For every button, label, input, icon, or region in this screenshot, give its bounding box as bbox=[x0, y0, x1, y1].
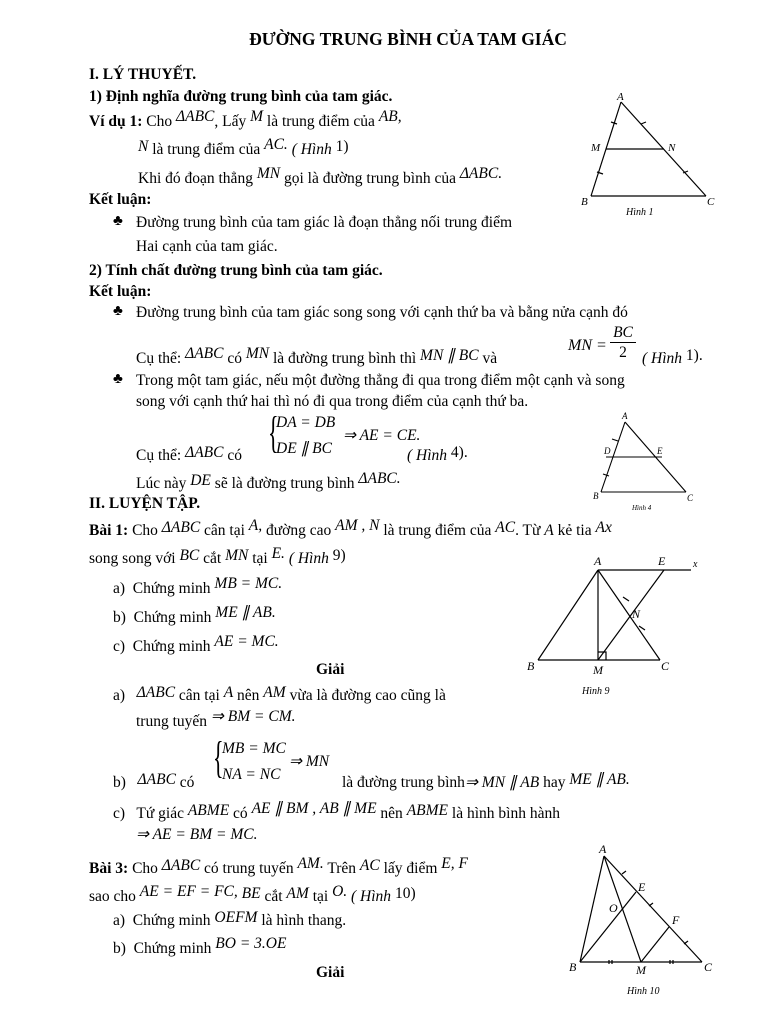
label: a) bbox=[113, 912, 126, 929]
math: MN bbox=[245, 345, 270, 362]
math: MN bbox=[256, 165, 281, 182]
system-result: ⇒ AE = CE. bbox=[343, 427, 421, 444]
label-N: N bbox=[668, 142, 676, 154]
figure-caption: Hình 4 bbox=[632, 504, 652, 512]
figure-1 bbox=[578, 88, 718, 223]
label-C: C bbox=[704, 960, 713, 974]
text: và bbox=[482, 350, 498, 367]
label-B: B bbox=[581, 196, 588, 208]
club-suit-icon: ♣ bbox=[113, 371, 123, 387]
text: Lúc này bbox=[136, 475, 187, 492]
example-1-line2 bbox=[138, 136, 349, 159]
solution-1c-line2: ⇒ AE = BM = MC. bbox=[136, 826, 258, 843]
text: 10) bbox=[394, 885, 416, 902]
math: AC. bbox=[264, 136, 288, 153]
text: Chứng minh bbox=[132, 638, 211, 655]
label-E: E bbox=[657, 446, 663, 456]
example-1-line1 bbox=[89, 108, 402, 131]
label-C: C bbox=[707, 196, 715, 208]
math: AE = EF = FC, bbox=[139, 883, 238, 900]
math: ABME bbox=[187, 802, 230, 819]
text: Khi đó đoạn thẳng bbox=[138, 170, 253, 187]
math: AM , N bbox=[335, 517, 380, 534]
label-N: N bbox=[632, 607, 641, 621]
math: ( Hình bbox=[351, 888, 392, 905]
text: là trung điểm của bbox=[152, 141, 261, 158]
conclusion-1-text-1: Đường trung bình của tam giác là đoạn thẳng nối trung điểm bbox=[136, 214, 513, 231]
system-line-2: NA = NC bbox=[222, 766, 281, 783]
text: trung tuyến bbox=[136, 713, 208, 730]
text: nên bbox=[380, 805, 403, 822]
section-2-heading: II. LUYỆN TẬP. bbox=[89, 495, 201, 512]
figure-ref-1 bbox=[642, 347, 703, 368]
text: Chứng minh bbox=[132, 912, 211, 929]
text: cân tại bbox=[178, 687, 220, 704]
text: Cho bbox=[146, 113, 173, 130]
label-C: C bbox=[661, 659, 670, 673]
figure-ref-4 bbox=[407, 444, 468, 465]
solution-1a-line1 bbox=[113, 684, 446, 705]
math: BC bbox=[179, 547, 200, 564]
example-1-line3 bbox=[138, 165, 503, 188]
label-M: M bbox=[636, 963, 646, 977]
solution-1c-line1 bbox=[113, 800, 560, 823]
math: ΔABC bbox=[176, 108, 215, 125]
fraction-numerator: BC bbox=[610, 324, 636, 343]
text: 1) bbox=[335, 138, 349, 155]
text: có bbox=[233, 805, 248, 822]
club-suit-icon: ♣ bbox=[113, 303, 123, 319]
math: M bbox=[250, 108, 264, 125]
exercise-1-line2 bbox=[89, 545, 346, 568]
math: ( Hình bbox=[288, 550, 329, 567]
conclusion-1-text-2: Hai cạnh của tam giác. bbox=[136, 238, 278, 255]
math: A bbox=[544, 522, 554, 539]
specifics-2 bbox=[136, 444, 242, 465]
text: đường cao bbox=[266, 522, 332, 539]
math: MB = MC. bbox=[214, 575, 283, 592]
text: cân tại bbox=[204, 522, 245, 539]
math: ABME bbox=[406, 802, 449, 819]
math: N bbox=[138, 138, 149, 155]
figure-10 bbox=[566, 840, 726, 1000]
conclusion-2-text-1: Đường trung bình của tam giác song song với cạnh thứ ba và bằng nửa cạnh đó bbox=[136, 304, 628, 321]
math: ΔABC. bbox=[358, 470, 401, 487]
text: có bbox=[227, 447, 242, 464]
fraction-bc-over-2 bbox=[610, 324, 636, 363]
text: Tứ giác bbox=[136, 805, 184, 822]
section-1-heading: I. LÝ THUYẾT. bbox=[89, 66, 197, 83]
figure-caption: Hình 10 bbox=[627, 986, 660, 997]
math: A, bbox=[248, 517, 263, 534]
math: E, F bbox=[441, 855, 468, 872]
system-brace: { bbox=[213, 733, 224, 782]
system-line-1: MB = MC bbox=[222, 740, 286, 757]
label-A: A bbox=[622, 411, 628, 421]
label-B: B bbox=[527, 659, 535, 673]
heading-property: 2) Tính chất đường trung bình của tam giác. bbox=[89, 262, 383, 279]
math: OEFM bbox=[214, 909, 258, 926]
system-brace: { bbox=[268, 408, 279, 457]
text: Chứng minh bbox=[132, 580, 211, 597]
question-1b bbox=[113, 604, 276, 627]
math-mn-equals: MN = bbox=[568, 337, 607, 354]
label-D: D bbox=[604, 446, 611, 456]
label: b) bbox=[113, 940, 126, 957]
label-F: F bbox=[672, 913, 680, 927]
page-title: ĐƯỜNG TRUNG BÌNH CỦA TAM GIÁC bbox=[249, 29, 567, 49]
text: Chứng minh bbox=[133, 940, 212, 957]
text: sao cho bbox=[89, 888, 136, 905]
text: là trung điểm của bbox=[266, 113, 375, 130]
text: gọi là đường trung bình của bbox=[283, 170, 456, 187]
math: A bbox=[223, 684, 234, 701]
math: ME ∥ AB. bbox=[215, 604, 276, 621]
label-M: M bbox=[593, 663, 603, 677]
question-3a bbox=[113, 909, 347, 930]
math: ΔABC bbox=[136, 684, 176, 701]
math: AB, bbox=[378, 108, 402, 125]
label-B: B bbox=[569, 960, 577, 974]
label-E: E bbox=[658, 554, 666, 568]
text: cắt bbox=[203, 550, 222, 567]
text: 9) bbox=[332, 547, 346, 564]
label-C: C bbox=[687, 493, 694, 503]
math: AC bbox=[359, 857, 380, 874]
label: a) bbox=[113, 687, 126, 704]
label-A: A bbox=[599, 842, 607, 856]
text: Cụ thể: bbox=[136, 350, 182, 367]
math: MN ∥ BC bbox=[420, 347, 479, 364]
heading-definition: 1) Định nghĩa đường trung bình của tam giác. bbox=[89, 88, 393, 105]
math: AM. bbox=[297, 855, 324, 872]
text: . Từ bbox=[515, 522, 541, 539]
label-E: E bbox=[638, 880, 646, 894]
exercise-1-label: Bài 1: bbox=[89, 522, 129, 539]
label-x: x bbox=[693, 559, 698, 570]
math: O. bbox=[332, 883, 348, 900]
math: ⇒ BM = CM. bbox=[210, 708, 296, 725]
conclusion-1-label: Kết luận: bbox=[89, 191, 152, 208]
label: b) bbox=[113, 609, 126, 626]
math: ΔABC bbox=[185, 345, 224, 362]
text: là hình thang. bbox=[261, 912, 347, 929]
label: c) bbox=[113, 805, 126, 822]
text: Chứng minh bbox=[133, 609, 212, 626]
text: Cụ thể: bbox=[136, 447, 182, 464]
text: sẽ là đường trung bình bbox=[214, 475, 355, 492]
text: kẻ tia bbox=[557, 522, 592, 539]
math: Ax bbox=[595, 519, 612, 536]
exercise-3-line1 bbox=[89, 855, 468, 878]
math: ⇒ MN ∥ AB bbox=[464, 774, 540, 791]
text: Cho bbox=[132, 522, 158, 539]
math: ΔABC bbox=[161, 519, 201, 536]
text: cắt bbox=[264, 888, 283, 905]
figure-9 bbox=[523, 550, 703, 700]
math: AM bbox=[286, 885, 309, 902]
conclusion-2-label: Kết luận: bbox=[89, 283, 152, 300]
exercise-1-line1 bbox=[89, 517, 612, 540]
label-M: M bbox=[591, 142, 601, 154]
system-line-2: DE ∥ BC bbox=[276, 440, 332, 457]
figure-caption: Hình 9 bbox=[582, 686, 610, 697]
text: có bbox=[227, 350, 242, 367]
label-A: A bbox=[594, 554, 602, 568]
math: BE bbox=[241, 885, 261, 902]
question-3b bbox=[113, 935, 287, 958]
label-O: O bbox=[609, 901, 618, 915]
solution-1b-tail bbox=[342, 771, 630, 792]
math: ΔABC bbox=[161, 857, 201, 874]
solution-1a-line2 bbox=[136, 708, 296, 731]
text: có bbox=[179, 774, 195, 791]
text: là trung điểm của bbox=[383, 522, 492, 539]
question-1c bbox=[113, 633, 279, 656]
bullet-2-text-1: Trong một tam giác, nếu một đường thẳng đi qua trong điểm một cạnh và song bbox=[136, 372, 625, 389]
text: lấy điểm bbox=[383, 860, 438, 877]
math: AM bbox=[263, 684, 286, 701]
label: b) bbox=[113, 774, 126, 791]
bullet-2-text-2: song với cạnh thứ hai thì nó đi qua trong điểm của cạnh thứ ba. bbox=[136, 393, 529, 410]
system-line-1: DA = DB bbox=[276, 414, 336, 431]
label: c) bbox=[113, 638, 126, 655]
text: tại bbox=[252, 550, 268, 567]
text: là hình bình hành bbox=[451, 805, 560, 822]
label-A: A bbox=[617, 91, 624, 103]
text: , Lấy bbox=[214, 113, 247, 130]
exercise-3-line2 bbox=[89, 883, 416, 906]
math: AE = MC. bbox=[214, 633, 279, 650]
text: có trung tuyến bbox=[204, 860, 294, 877]
text: nên bbox=[237, 687, 260, 704]
label: a) bbox=[113, 580, 126, 597]
solution-1-heading: Giải bbox=[316, 661, 345, 678]
math: ME ∥ AB. bbox=[569, 771, 630, 788]
math: ( Hình bbox=[407, 447, 448, 464]
math: ΔABC bbox=[185, 444, 224, 461]
text: hay bbox=[543, 774, 566, 791]
math: ( Hình bbox=[291, 141, 332, 158]
exercise-3-label: Bài 3: bbox=[89, 860, 129, 877]
text: là đường trung bình bbox=[342, 774, 465, 791]
example-1-label: Ví dụ 1: bbox=[89, 113, 143, 130]
figure-caption: Hình 1 bbox=[626, 207, 654, 218]
text: 1). bbox=[685, 347, 703, 364]
math: BO = 3.OE bbox=[215, 935, 287, 952]
text: Cho bbox=[132, 860, 158, 877]
question-1a bbox=[113, 575, 283, 598]
text: Trên bbox=[327, 860, 357, 877]
label-B: B bbox=[593, 491, 599, 501]
figure-4 bbox=[588, 408, 698, 514]
solution-3-heading: Giải bbox=[316, 964, 345, 981]
text: song song với bbox=[89, 550, 176, 567]
text: vừa là đường cao cũng là bbox=[289, 687, 446, 704]
club-suit-icon: ♣ bbox=[113, 213, 123, 229]
math: ΔABC. bbox=[459, 165, 503, 182]
math: ΔABC bbox=[137, 771, 176, 788]
text: 4). bbox=[450, 444, 468, 461]
math: AC bbox=[495, 519, 516, 536]
math: DE bbox=[190, 472, 211, 489]
math: ( Hình bbox=[642, 350, 683, 367]
text: là đường trung bình thì bbox=[272, 350, 417, 367]
fraction-denominator: 2 bbox=[619, 344, 627, 361]
text: tại bbox=[312, 888, 329, 905]
math: MN bbox=[225, 547, 249, 564]
solution-1b bbox=[113, 771, 195, 792]
midline-note bbox=[136, 470, 401, 493]
specifics-1 bbox=[136, 345, 498, 368]
system-result: ⇒ MN bbox=[289, 753, 330, 770]
math: E. bbox=[271, 545, 285, 562]
math: AE ∥ BM , AB ∥ ME bbox=[251, 800, 377, 817]
